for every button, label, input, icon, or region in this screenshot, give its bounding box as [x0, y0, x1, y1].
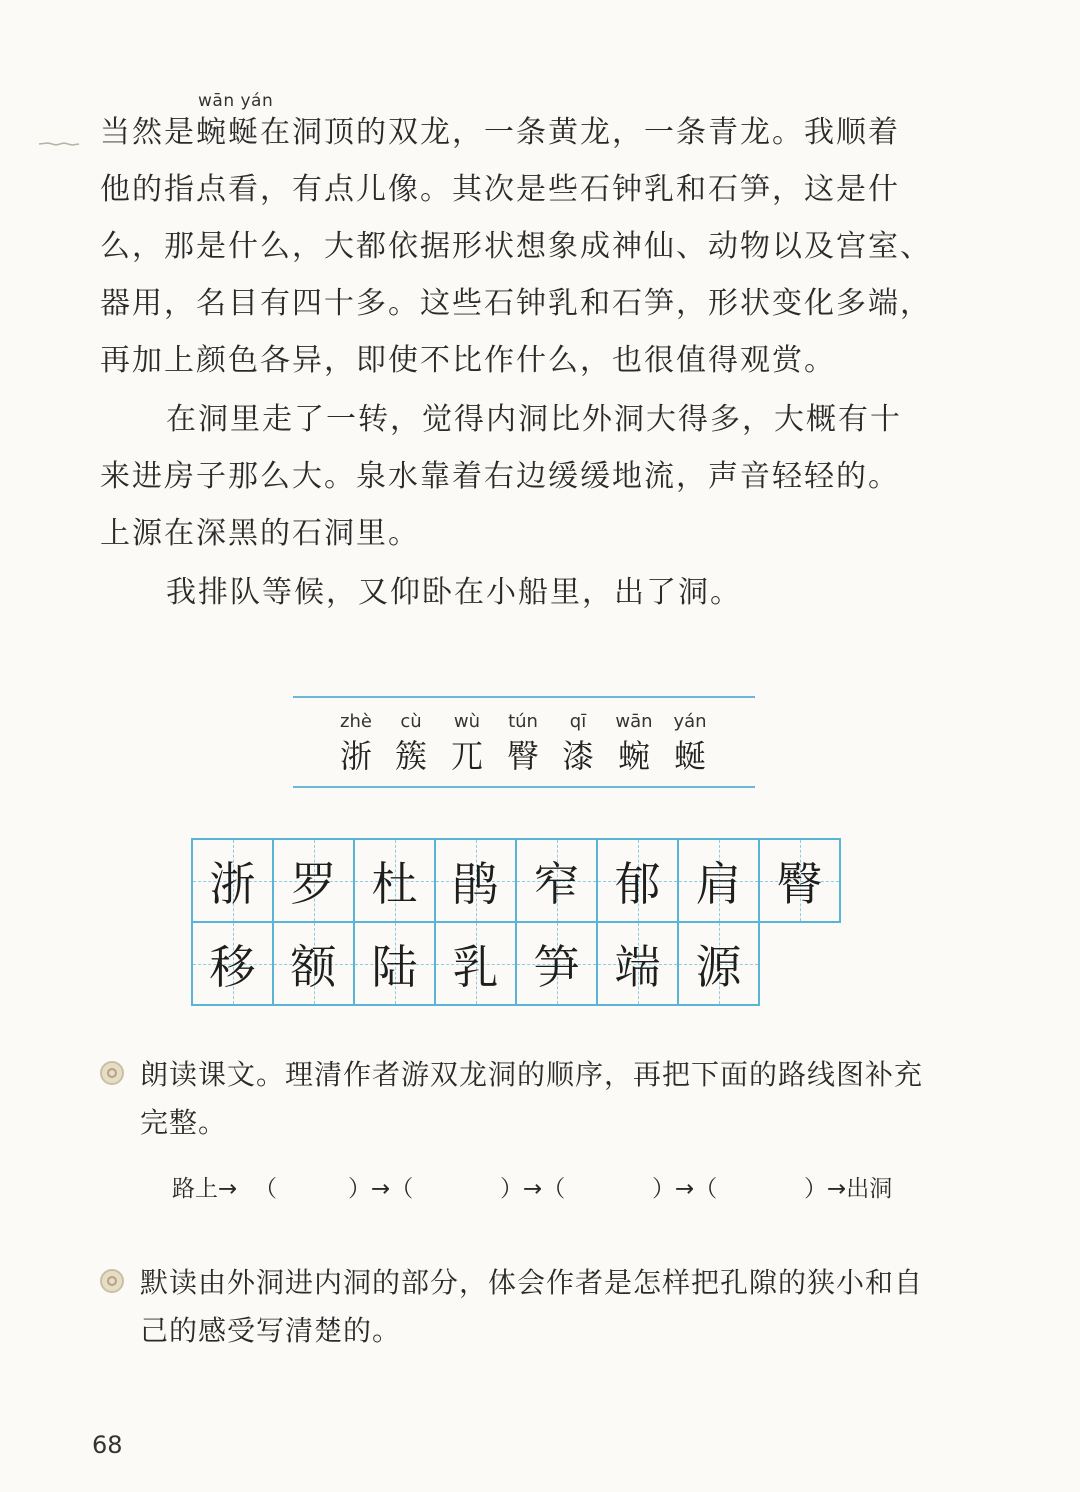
route-start: 路上→	[172, 1176, 238, 1202]
grid-cell	[677, 838, 760, 923]
exercise-text-line: 完整。	[140, 1106, 228, 1139]
vocab-top-rule	[293, 696, 755, 698]
vocab-item-tun	[493, 709, 553, 777]
grid-cell	[596, 921, 679, 1006]
grid-cell	[758, 838, 841, 923]
grid-cell	[677, 921, 760, 1006]
route-arrow-blank: ）→（	[652, 1176, 718, 1202]
grid-character: 窄	[533, 856, 580, 911]
vocab-item-zhe	[326, 709, 386, 777]
exercise-1	[140, 1051, 960, 1147]
vocab-character: 浙	[339, 737, 372, 775]
vocab-character: 臀	[506, 737, 539, 775]
paragraph-1	[100, 104, 950, 389]
grid-cell	[515, 921, 598, 1006]
route-arrow-blank: ）→（	[500, 1176, 566, 1202]
vocab-item-qi	[548, 709, 608, 777]
grid-cell	[272, 921, 355, 1006]
grid-character: 罗	[290, 856, 337, 911]
grid-cell	[191, 838, 274, 923]
vocab-character: 簇	[394, 737, 427, 775]
exercise-bullet-icon	[100, 1061, 124, 1085]
text-line: 当然是蜿蜒在洞顶的双龙，一条黄龙，一条青龙。我顺着	[100, 115, 900, 150]
vocab-pinyin: qī	[569, 711, 587, 732]
pinyin-annotation-wanyan: wān yán	[198, 91, 274, 111]
vocab-character: 兀	[450, 737, 483, 775]
margin-pencil-mark	[38, 141, 80, 147]
grid-character: 笋	[533, 939, 580, 994]
grid-character: 杜	[371, 856, 418, 911]
grid-character: 臀	[776, 856, 823, 911]
grid-character: 源	[695, 939, 742, 994]
grid-character: 鹃	[452, 856, 499, 911]
route-blank-open: （	[254, 1176, 277, 1202]
grid-character: 额	[290, 939, 337, 994]
grid-cell	[515, 838, 598, 923]
grid-character: 浙	[209, 856, 256, 911]
exercise-text-line: 朗读课文。理清作者游双龙洞的顺序，再把下面的路线图补充	[140, 1058, 924, 1091]
vocab-character: 漆	[561, 737, 594, 775]
text-line: 在洞里走了一转，觉得内洞比外洞大得多，大概有十	[166, 402, 902, 437]
grid-cell	[191, 921, 274, 1006]
vocab-character: 蜿	[617, 737, 650, 775]
grid-cell	[596, 838, 679, 923]
paragraph-2	[100, 391, 950, 562]
vocab-pinyin: yán	[673, 711, 707, 732]
text-line: 我排队等候，又仰卧在小船里，出了洞。	[166, 575, 742, 610]
vocab-pinyin: cù	[400, 711, 422, 732]
vocab-item-wu	[437, 709, 497, 777]
vocab-item-yan	[660, 709, 720, 777]
vocab-pinyin: tún	[508, 711, 538, 732]
text-line: 来进房子那么大。泉水靠着右边缓缓地流，声音轻轻的。	[100, 459, 900, 494]
vocab-pinyin: wān	[615, 711, 653, 732]
vocab-item-wan	[604, 709, 664, 777]
grid-cell	[272, 838, 355, 923]
vocab-item-cu	[381, 709, 441, 777]
vocab-pinyin: zhè	[340, 711, 372, 732]
exercise-text-line: 默读由外洞进内洞的部分，体会作者是怎样把孔隙的狭小和自	[140, 1266, 924, 1299]
route-end: ）→出洞	[804, 1176, 893, 1202]
paragraph-3	[100, 564, 950, 621]
text-line: 他的指点看，有点儿像。其次是些石钟乳和石笋，这是什	[100, 172, 900, 207]
route-arrow-blank: ）→（	[348, 1176, 414, 1202]
vocab-pinyin: wù	[453, 711, 481, 732]
exercise-2	[140, 1259, 960, 1355]
text-line: 上源在深黑的石洞里。	[100, 516, 420, 551]
grid-character: 移	[209, 939, 256, 994]
grid-character: 郁	[614, 856, 661, 911]
writing-grid-row-2	[191, 921, 758, 1006]
grid-character: 肩	[695, 856, 742, 911]
vocab-character: 蜒	[673, 737, 706, 775]
text-line: 再加上颜色各异，即使不比作什么，也很值得观赏。	[100, 343, 836, 378]
grid-character: 端	[614, 939, 661, 994]
grid-character: 陆	[371, 939, 418, 994]
grid-cell	[434, 921, 517, 1006]
page-number: 68	[92, 1431, 123, 1459]
grid-cell	[434, 838, 517, 923]
exercise-text-line: 己的感受写清楚的。	[140, 1314, 402, 1347]
writing-grid-row-1	[191, 838, 839, 923]
vocab-bottom-rule	[293, 786, 755, 788]
exercise-bullet-icon	[100, 1269, 124, 1293]
text-line: 器用，名目有四十多。这些石钟乳和石笋，形状变化多端，	[100, 286, 932, 321]
grid-cell	[353, 921, 436, 1006]
grid-cell	[353, 838, 436, 923]
grid-character: 乳	[452, 939, 499, 994]
text-line: 么，那是什么，大都依据形状想象成神仙、动物以及宫室、	[100, 229, 932, 264]
